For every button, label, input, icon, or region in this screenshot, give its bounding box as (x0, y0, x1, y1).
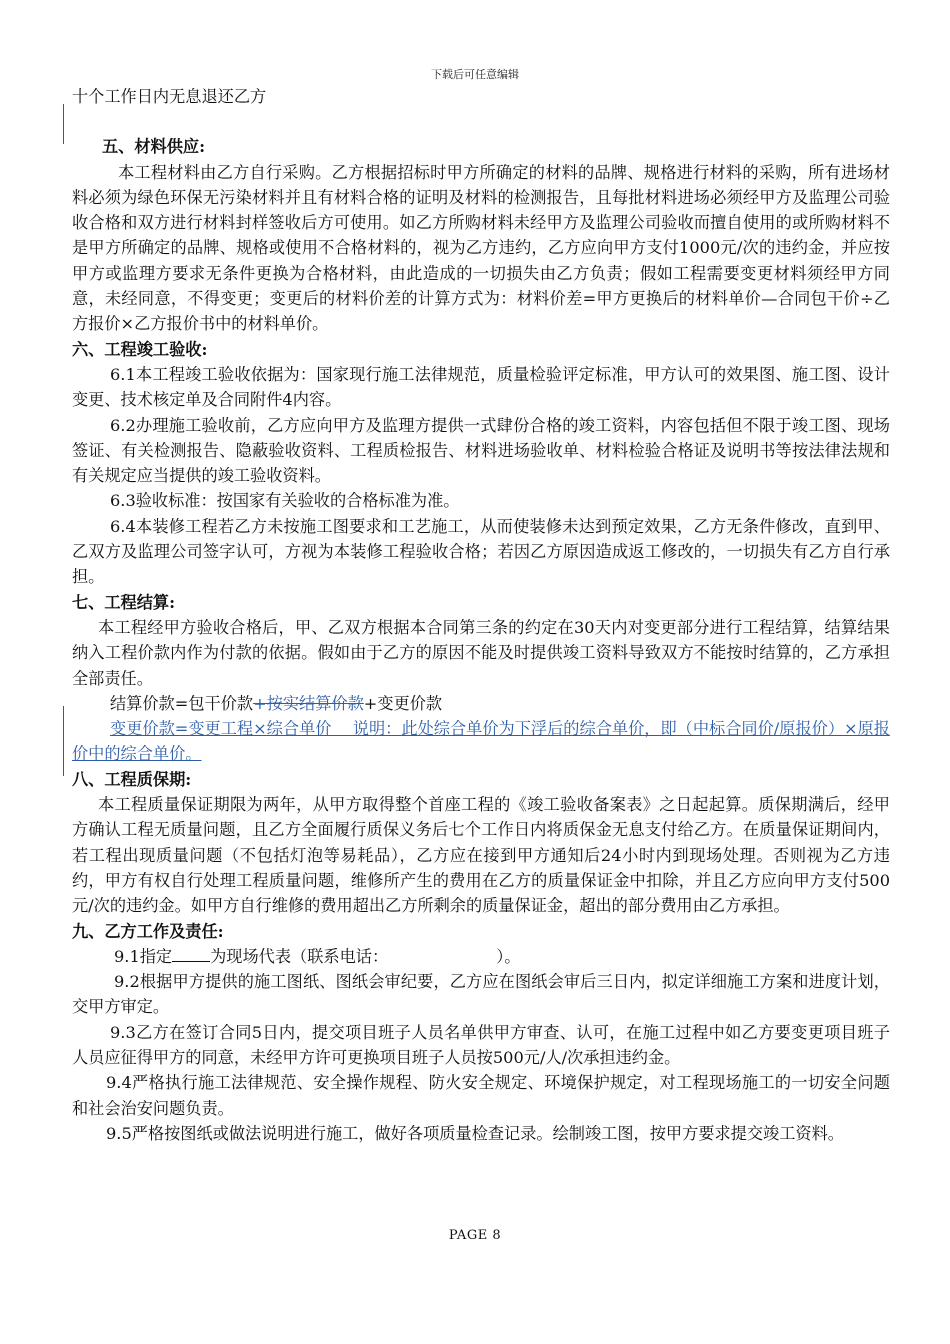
paragraph: 本工程材料由乙方自行采购。乙方根据招标时甲方所确定的材料的品牌、规格进行材料的采购，所有进场材料必须为绿色环保无污染材料并且有材料合格的证明及材料的检测报告，且每批材料进场必须经甲方及监理公司验收合格和双方进行材料封样签收后方可使用。如乙方所购材料未经甲方及监理公司验收而擅自使用的或所购材料不是甲方所确定的品牌、规格或使用不合格材料的，视为乙方违约，乙方应向甲方支付1000元/次的违约金，并应按甲方或监理方要求无条件更换为合格材料，由此造成的一切损失由乙方负责；假如工程需要变更材料须经甲方同意，未经同意，不得变更；变更后的材料价差的计算方式为：材料价差=甲方更换后的材料单价—合同包干价÷乙方报价×乙方报价书中的材料单价。 (72, 162, 890, 334)
clause: 6.3验收标准：按国家有关验收的合格标准为准。 (110, 491, 460, 511)
clause: 9.4严格执行施工法律规范、安全操作规程、防火安全规定、环境保护规定，对工程现场施工的一切安全问题和社会治安问题负责。 (72, 1073, 890, 1118)
header-note: 下载后可任意编辑 (431, 68, 519, 81)
page-number: PAGE 8 (448, 1228, 502, 1243)
spacer (72, 109, 890, 134)
paragraph: 十个工作日内无息退还乙方 (72, 87, 267, 106)
change-bar (63, 104, 64, 144)
clause (72, 944, 890, 969)
section-heading: 九、乙方工作及责任: (72, 921, 224, 941)
paragraph: 本工程经甲方验收合格后，甲、乙双方根据本合同第三条的约定在30天内对变更部分进行工程结算，结算结果纳入工程价款内作为付款的依据。假如由于乙方的原因不能及时提供竣工资料导致双方不能按时结算的，乙方承担全部责任。 (72, 617, 890, 688)
deleted-text: +按实结算价款 (253, 693, 364, 713)
document-body (72, 84, 890, 1146)
name-blank[interactable] (172, 947, 210, 962)
clause-text: 9.1指定 (114, 946, 173, 966)
formula-text: +变更价款 (363, 693, 443, 713)
inserted-text: 变更价款=变更工程×综合单价 说明：此处综合单价为下浮后的综合单价，即（中标合同价/原报价）×原报价中的综合单价。 (72, 719, 890, 764)
clause: 6.2办理施工验收前，乙方应向甲方及监理方提供一式肆份合格的竣工资料，内容包括但不限于竣工图、现场签证、有关检测报告、隐蔽验收资料、工程质检报告、材料进场验收单、材料检验合格证及说明书等按法律法规和有关规定应当提供的竣工验收资料。 (72, 415, 890, 486)
section-heading: 六、工程竣工验收: (72, 339, 208, 359)
clause-text: ）。 (496, 946, 521, 966)
clause-text: 为现场代表（联系电话： (210, 946, 389, 966)
section-heading: 五、材料供应: (102, 137, 206, 157)
clause: 6.4本装修工程若乙方未按施工图要求和工艺施工，从而使装修未达到预定效果，乙方无条件修改，直到甲、乙双方及监理公司签字认可，方视为本装修工程验收合格；若因乙方原因造成返工修改的，一切损失有乙方自行承担。 (72, 516, 890, 587)
section-heading: 七、工程结算: (72, 592, 176, 612)
settlement-formula (72, 691, 890, 716)
clause: 6.1本工程竣工验收依据为：国家现行施工法律规范，质量检验评定标准，甲方认可的效果图、施工图、设计变更、技术核定单及合同附件4内容。 (72, 364, 890, 410)
clause: 9.2根据甲方提供的施工图纸、图纸会审纪要，乙方应在图纸会审后三日内，拟定详细施工方案和进度计划，交甲方审定。 (72, 972, 890, 1017)
formula-text: 结算价款=包干价款 (110, 693, 254, 713)
paragraph: 本工程质量保证期限为两年，从甲方取得整个首座工程的《竣工验收备案表》之日起起算。质保期满后，经甲方确认工程无质量问题，且乙方全面履行质保义务后七个工作日内将质保金无息支付给乙方。在质量保证期间内，若工程出现质量问题（不包括灯泡等易耗品），乙方应在接到甲方通知后24小时内到现场处理。否则视为乙方违约，甲方有权自行处理工程质量问题，维修所产生的费用在乙方的质量保证金中扣除，并且乙方应向甲方支付500元/次的违约金。如甲方自行维修的费用超出乙方所剩余的质量保证金，超出的部分费用由乙方承担。 (72, 795, 890, 916)
clause: 9.3乙方在签订合同5日内，提交项目班子人员名单供甲方审查、认可，在施工过程中如乙方要变更项目班子人员应征得甲方的同意，未经甲方许可更换项目班子人员按500元/人/次承担违约金。 (72, 1022, 890, 1067)
change-bar (63, 706, 64, 776)
section-heading: 八、工程质保期: (72, 769, 192, 789)
revised-clause (72, 716, 890, 767)
clause: 9.5严格按图纸或做法说明进行施工，做好各项质量检查记录。绘制竣工图，按甲方要求提交竣工资料。 (106, 1123, 844, 1143)
